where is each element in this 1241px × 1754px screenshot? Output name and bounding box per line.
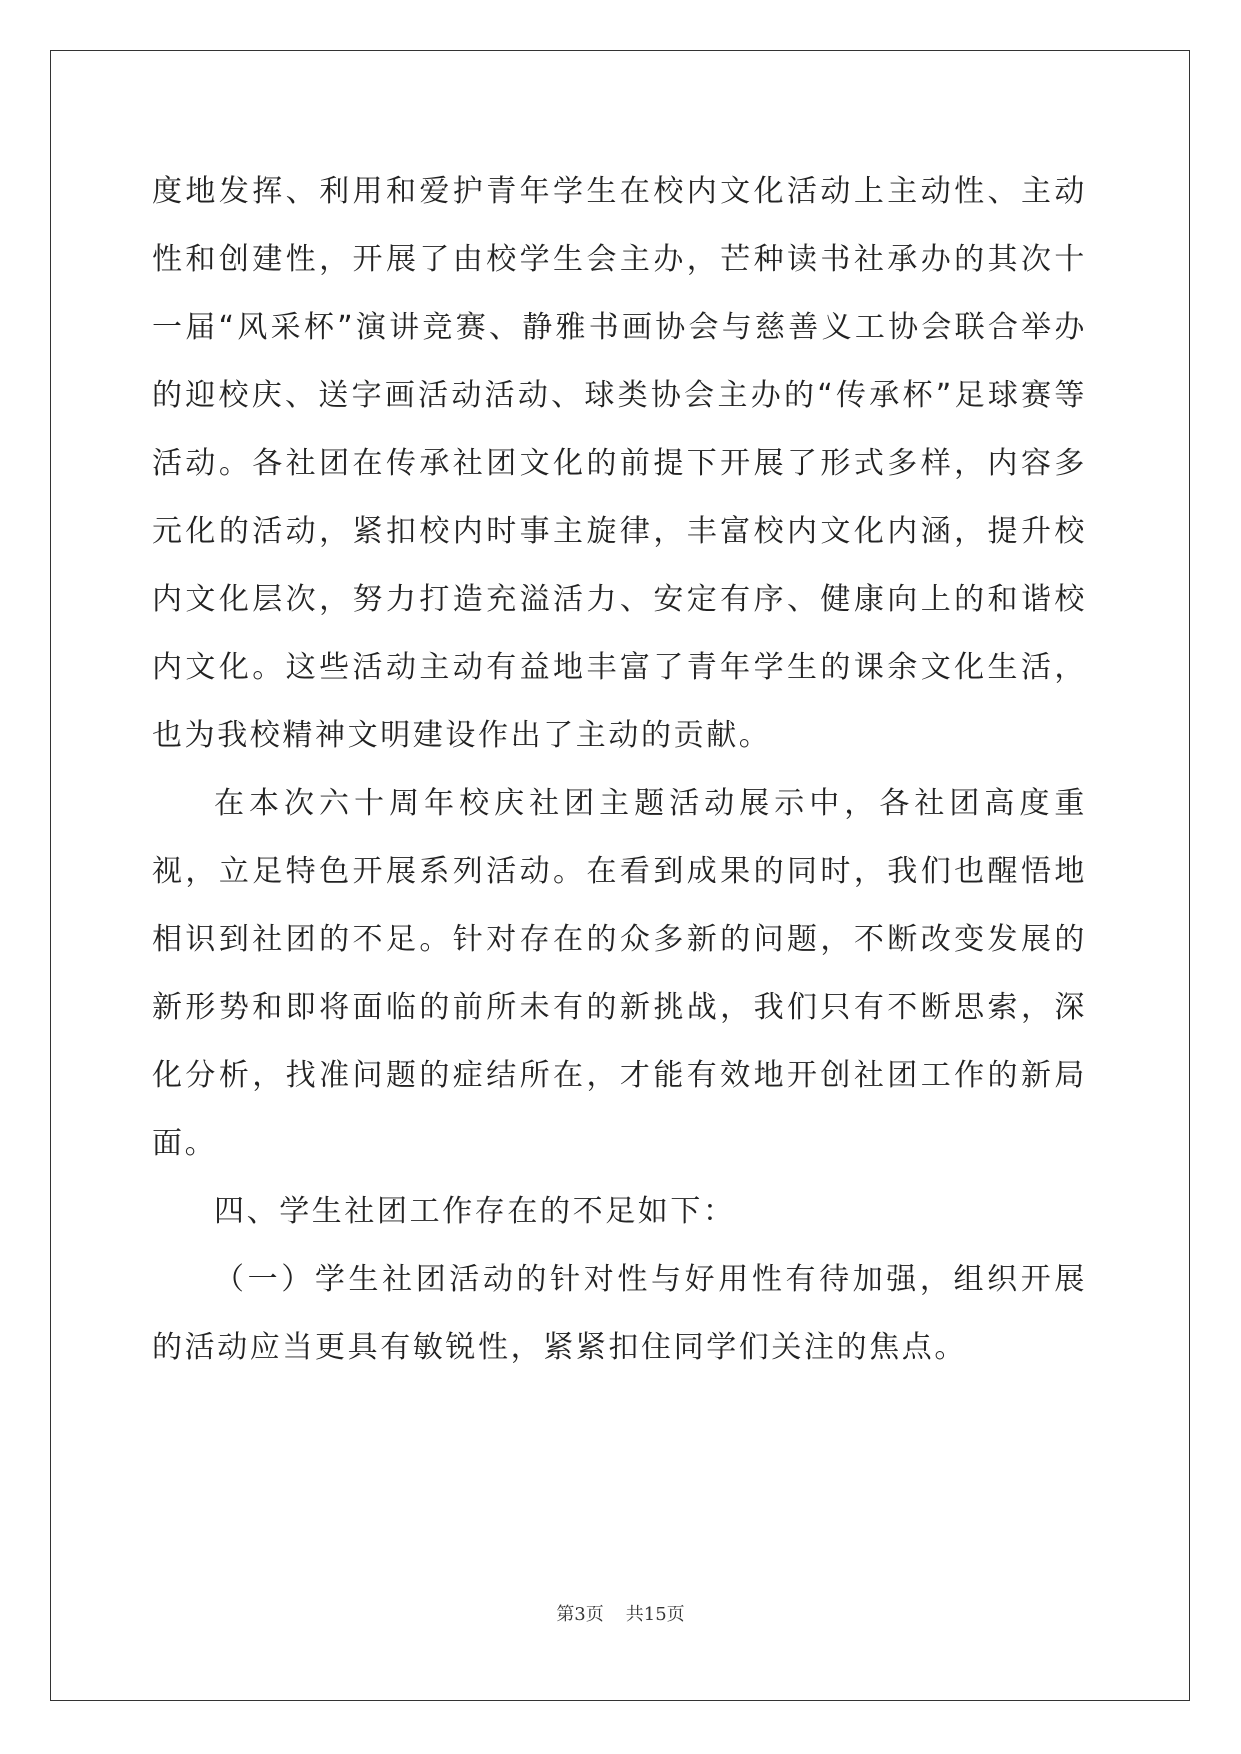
paragraph-2: 在本次六十周年校庆社团主题活动展示中，各社团高度重视，立足特色开展系列活动。在看到成果的同时，我们也醒悟地相识到社团的不足。针对存在的众多新的问题，不断改变发展的新形势和即将面临的前所未有的新挑战，我们只有不断思索，深化分析，找准问题的症结所在，才能有效地开创社团工作的新局面。 [152, 786, 1087, 1161]
document-body [152, 158, 1087, 1382]
page-footer [0, 1600, 1241, 1626]
section-heading-4: 四、学生社团工作存在的不足如下： [214, 1194, 736, 1229]
page-total: 共15页 [625, 1604, 685, 1625]
paragraph-1: 度地发挥、利用和爱护青年学生在校内文化活动上主动性、主动性和创建性，开展了由校学生会主办，芒种读书社承办的其次十一届“风采杯”演讲竞赛、静雅书画协会与慈善义工协会联合举办的迎校庆、送字画活动活动、球类协会主办的“传承杯”足球赛等活动。各社团在传承社团文化的前提下开展了形式多样，内容多元化的活动，紧扣校内时事主旋律，丰富校内文化内涵，提升校内文化层次，努力打造充溢活力、安定有序、健康向上的和谐校内文化。这些活动主动有益地丰富了青年学生的课余文化生活，也为我校精神文明建设作出了主动的贡献。 [152, 174, 1087, 753]
page-number: 第3页 [556, 1604, 604, 1625]
paragraph-item-1: （一）学生社团活动的针对性与好用性有待加强，组织开展的活动应当更具有敏锐性，紧紧扣住同学们关注的焦点。 [152, 1262, 1087, 1365]
